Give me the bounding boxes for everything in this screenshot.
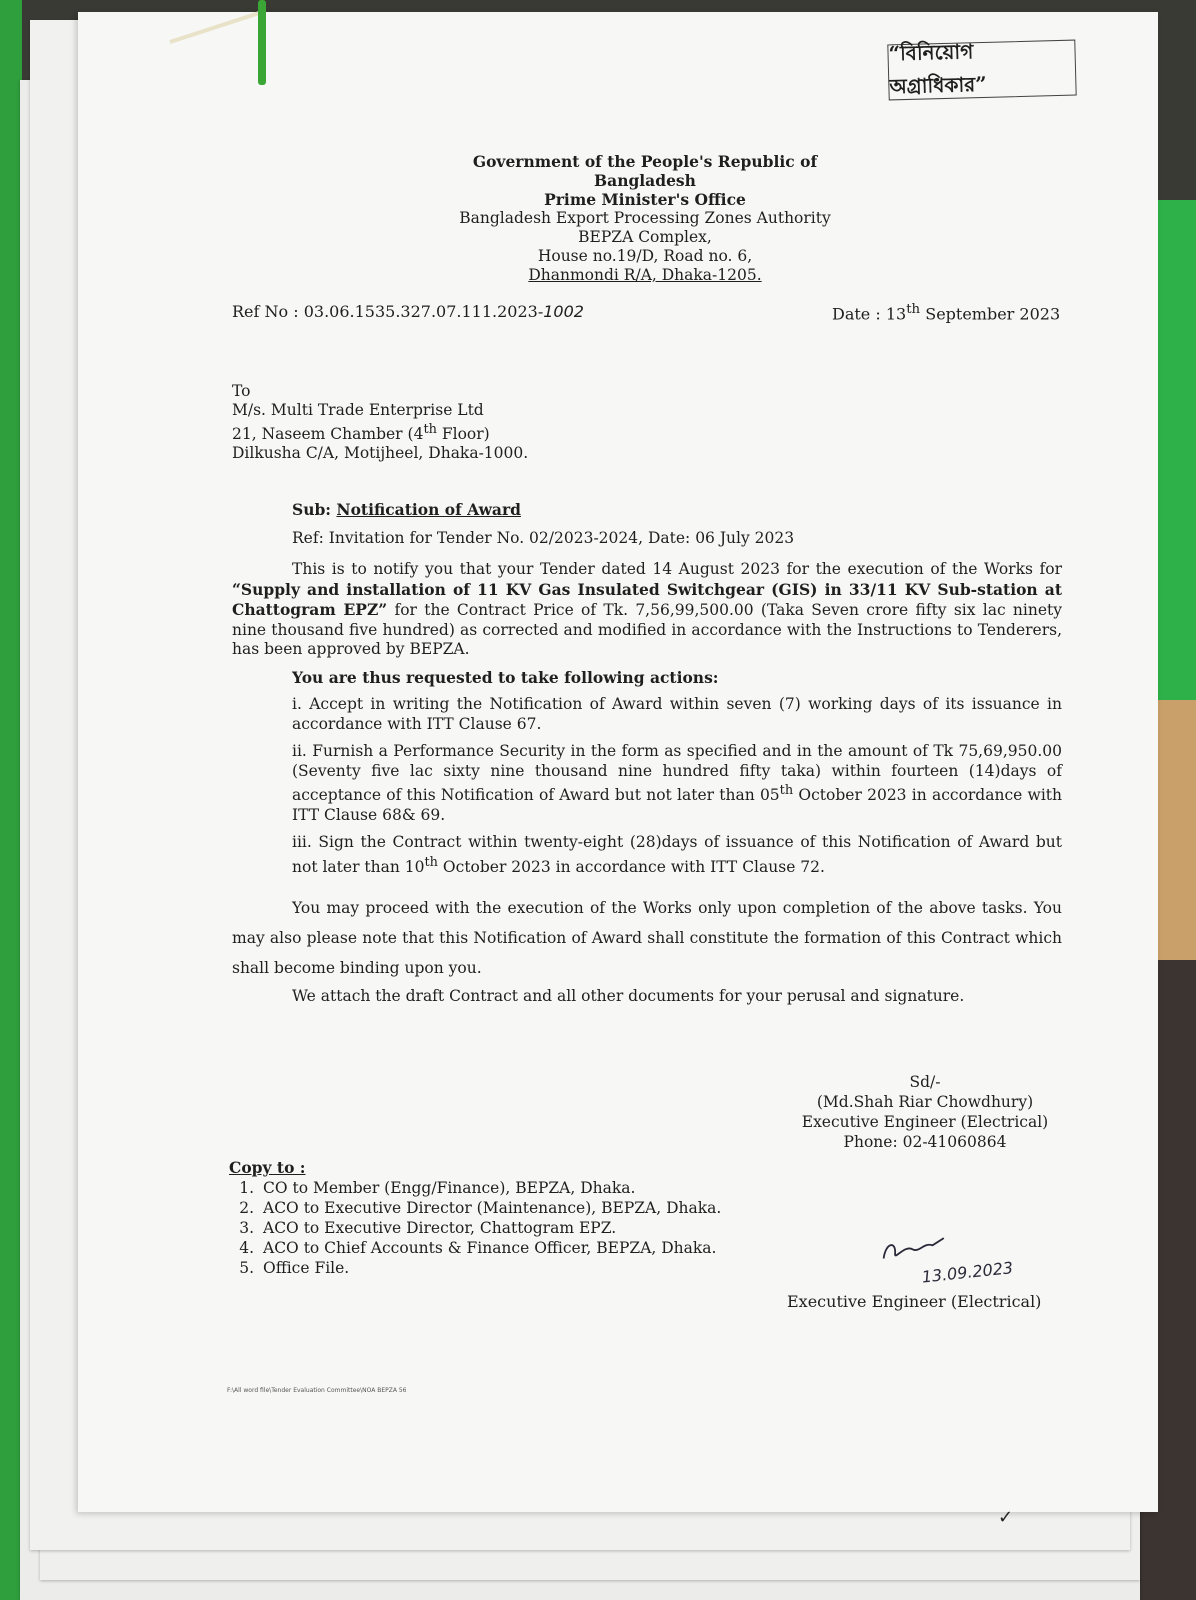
- recipient-address-line2: Dilkusha C/A, Motijheel, Dhaka-1000.: [232, 444, 529, 463]
- paragraph-notification: This is to notify you that your Tender dated 14 August 2023 for the execution of the Works for “Supply and installation of 11 KV Gas Insulated Switchgear (GIS) in 33/11 KV Sub-station at Chattogram EPZ” for the Contract Price of Tk. 7,56,99,500.00 (Taka Seven crore fifty six lac ninety nine thousand five hundred) as corrected and modified in accordance with the Instructions to Tenderers, has been approved by BEPZA.: [232, 560, 1062, 658]
- copy-to-title: Copy to :: [229, 1158, 306, 1177]
- background-green-folder: [0, 0, 22, 1600]
- reference-line: [232, 302, 1062, 324]
- file-path-footer: F:\All word file\Tender Evaluation Committee\NOA BEPZA 56: [227, 1387, 407, 1394]
- ref-handwritten: 1002: [543, 302, 584, 321]
- action-item-1: i. Accept in writing the Notification of Award within seven (7) working days of its issuance in accordance with ITT Clause 67.: [292, 695, 1062, 733]
- list-item: 5. Office File.: [259, 1258, 721, 1278]
- signature-block: [790, 1072, 1060, 1152]
- list-item: 1. CO to Member (Engg/Finance), BEPZA, Dhaka.: [259, 1178, 721, 1198]
- list-item: 2. ACO to Executive Director (Maintenance), BEPZA, Dhaka.: [259, 1198, 721, 1218]
- letter-date: Date : 13th September 2023: [832, 302, 1061, 324]
- recipient-address-line1: 21, Naseem Chamber (4th Floor): [232, 422, 490, 444]
- signatory-phone: Phone: 02-41060864: [843, 1133, 1007, 1151]
- bottom-designation: Executive Engineer (Electrical): [787, 1292, 1042, 1311]
- green-tag: [258, 0, 266, 85]
- paragraph-attach: We attach the draft Contract and all other documents for your perusal and signature.: [292, 987, 965, 1006]
- letterhead: [430, 152, 860, 285]
- request-heading: You are thus requested to take following actions:: [292, 667, 719, 687]
- copy-to-block: [229, 1158, 721, 1278]
- ref-number: Ref No : 03.06.1535.327.07.111.2023-: [232, 302, 544, 321]
- letterhead-complex: BEPZA Complex,: [578, 228, 712, 246]
- action-item-2: ii. Furnish a Performance Security in the form as specified and in the amount of Tk 75,69,950.00 (Seventy five lac sixty nine thousand nine hundred fifty taka) within fourteen (14)days of acceptance of this Notification of Award but not later than 05th October 2023 in accordance with ITT Clause 68& 69.: [292, 742, 1062, 824]
- recipient-address: [232, 382, 528, 463]
- list-item: 3. ACO to Executive Director, Chattogram EPZ.: [259, 1218, 721, 1238]
- subject-line: Sub: Notification of Award: [292, 500, 521, 519]
- tick-mark-icon: ✓: [998, 1507, 1014, 1528]
- seal-text: “বিনিয়োগ অগ্রাধিকার”: [888, 39, 988, 99]
- signatory-name: (Md.Shah Riar Chowdhury): [816, 1093, 1034, 1111]
- letter-body: [232, 500, 1062, 1007]
- recipient-name: M/s. Multi Trade Enterprise Ltd: [232, 401, 484, 419]
- copy-to-list: [229, 1178, 721, 1278]
- letterhead-area: Dhanmondi R/A, Dhaka-1205.: [528, 266, 762, 284]
- priority-seal: [887, 40, 1076, 101]
- list-item: 4. ACO to Chief Accounts & Finance Officer, BEPZA, Dhaka.: [259, 1238, 721, 1258]
- signature-date: 13.09.2023: [920, 1258, 1014, 1287]
- sd-mark: Sd/-: [909, 1073, 941, 1091]
- signatory-title: Executive Engineer (Electrical): [801, 1113, 1049, 1131]
- subject-reference: Ref: Invitation for Tender No. 02/2023-2024, Date: 06 July 2023: [292, 528, 795, 547]
- paragraph-proceed: You may proceed with the execution of the Works only upon completion of the above tasks. You may also please note that this Notification of Award shall constitute the formation of this Contract which shall become binding upon you.: [232, 899, 1062, 978]
- action-item-3: iii. Sign the Contract within twenty-eight (28)days of issuance of this Notification of Award but not later than 10th October 2023 in accordance with ITT Clause 72.: [292, 833, 1062, 876]
- letterhead-house: House no.19/D, Road no. 6,: [537, 247, 753, 265]
- letterhead-authority: Bangladesh Export Processing Zones Authority: [459, 209, 831, 227]
- letterhead-government: Government of the People's Republic of Bangladesh: [472, 152, 818, 190]
- letterhead-office: Prime Minister's Office: [544, 190, 746, 209]
- to-label: To: [232, 382, 251, 400]
